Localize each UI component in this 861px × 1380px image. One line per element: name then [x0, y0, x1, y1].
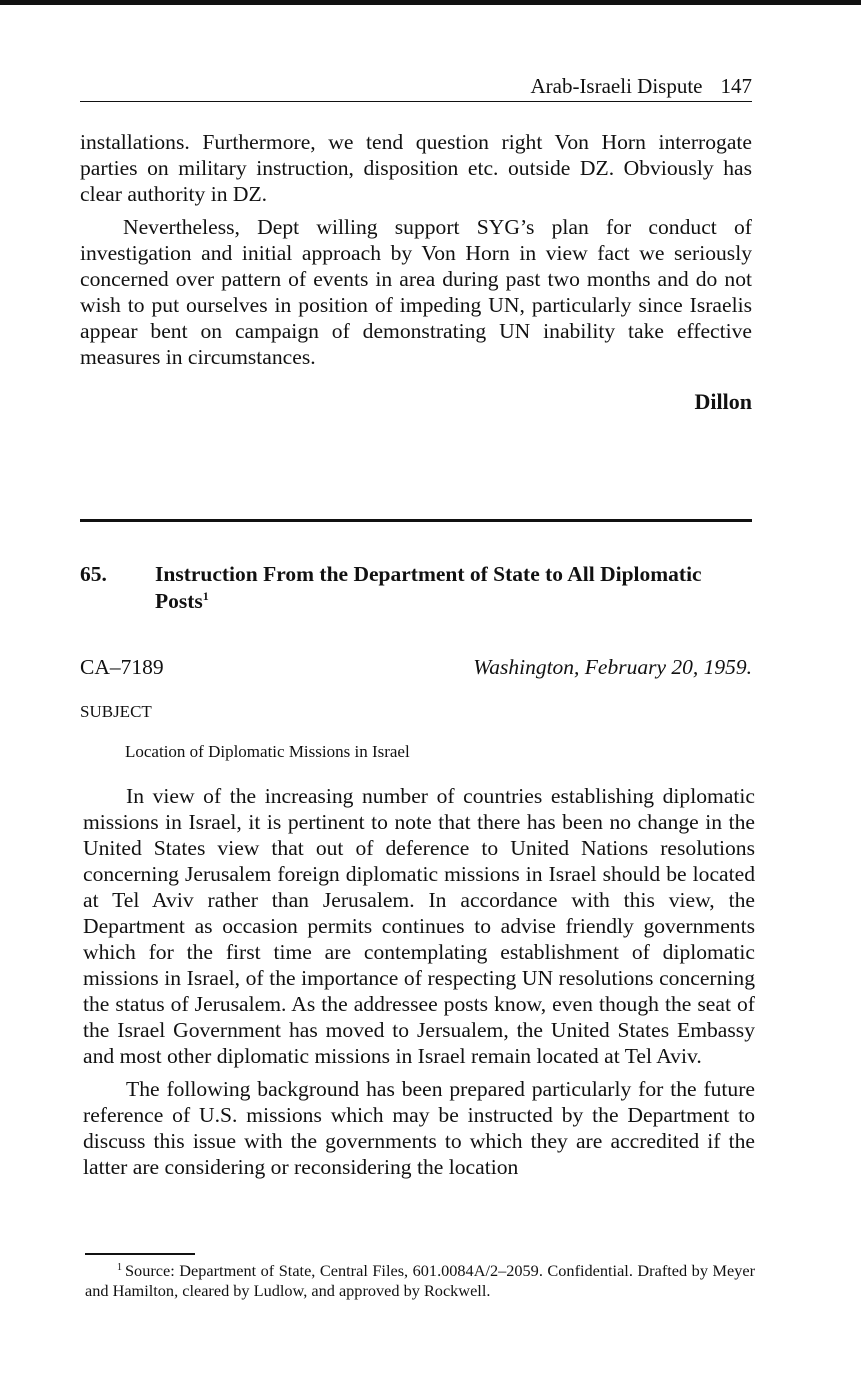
- previous-paragraph-2: Nevertheless, Dept willing support SYG’s plan for conduct of investigation and initial approach by Von Horn in view fact we seriously concerned over pattern of events in area during past two months and do not wish to put ourselves in position of impeding UN, particularly since Israelis appear bent on campaign of demonstrating UN inability take effective measures in circumstances.: [80, 215, 752, 369]
- page-number: 147: [720, 74, 752, 98]
- document-title-line-1: Instruction From the Department of State to All Diplomatic: [155, 562, 702, 586]
- top-border: [0, 0, 861, 5]
- previous-document-text: [80, 129, 752, 370]
- running-header: [80, 72, 752, 102]
- previous-paragraph-1: installations. Furthermore, we tend question right Von Horn interrogate parties on military instruction, disposition etc. outside DZ. Obviously has clear authority in DZ.: [80, 130, 752, 206]
- subject-text: Location of Diplomatic Missions in Israel: [125, 742, 410, 761]
- body-paragraph-2: The following background has been prepared particularly for the future reference of U.S. missions which may be instructed by the Department to discuss this issue with the governments to which they are accredited if the latter are considering or reconsidering the location: [83, 1077, 755, 1179]
- footnote-reference[interactable]: 1: [202, 588, 209, 603]
- running-head-title: Arab-Israeli Dispute: [530, 74, 703, 98]
- footnote-rule: [85, 1253, 195, 1255]
- footnote: [85, 1261, 755, 1301]
- signature: Dillon: [694, 389, 752, 414]
- subject-label: SUBJECT: [80, 702, 152, 721]
- document-divider: [80, 519, 752, 522]
- document-place-date: Washington, February 20, 1959.: [473, 655, 752, 679]
- document-title: [155, 561, 755, 615]
- document-title-line-2: Posts: [155, 589, 203, 613]
- document-identifier: CA–7189: [80, 655, 164, 679]
- footnote-text: Source: Department of State, Central Files, 601.0084A/2–2059. Confidential. Drafted by Meyer and Hamilton, cleared by Ludlow, and approved by Rockwell.: [85, 1261, 755, 1300]
- footnote-marker: 1: [117, 1261, 122, 1273]
- document-number: 65.: [80, 562, 107, 586]
- document-body: [83, 783, 755, 1180]
- body-paragraph-1: In view of the increasing number of countries establishing diplomatic missions in Israel, it is pertinent to note that there has been no change in the United States view that out of deference to United Nations resolutions concerning Jerusalem foreign diplomatic missions in Israel should be located at Tel Aviv rather than Jerusalem. In accordance with this view, the Department as occasion permits continues to advise friendly governments which for the first time are contemplating establishment of diplomatic missions in Israel, of the importance of respecting UN resolutions concerning the status of Jerusalem. As the addressee posts know, even though the seat of the Israel Government has moved to Jersualem, the United States Embassy and most other diplomatic missions in Israel remain located at Tel Aviv.: [83, 784, 755, 1068]
